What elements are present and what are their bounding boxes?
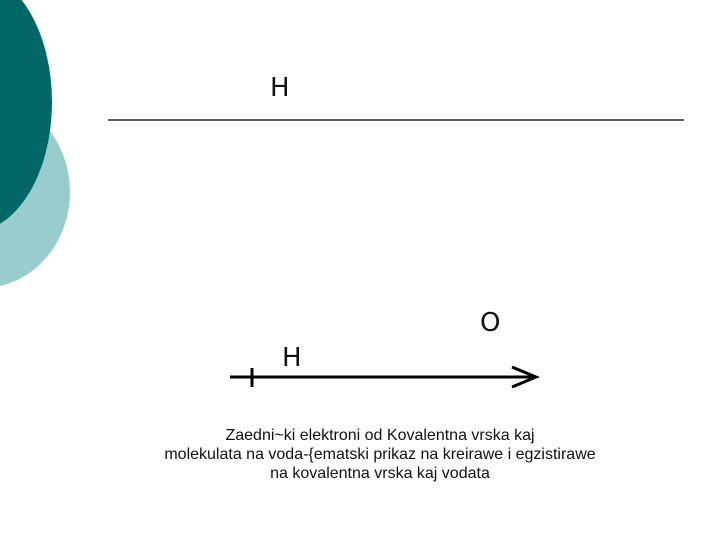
caption-line-3: na kovalentna vrska kaj vodata: [270, 465, 490, 482]
caption-line-2: molekulata na voda-{ematski prikaz na kreirawe i egzistirawe: [164, 446, 596, 463]
diagram-caption: [110, 426, 650, 483]
caption-line-1: Zaedni~ki elektroni od Kovalentna vrska kaj: [225, 427, 535, 444]
atom-label-oxygen: O: [480, 308, 501, 338]
atom-label-hydrogen-bottom: H: [282, 343, 302, 373]
atom-label-hydrogen-top: H: [270, 73, 290, 103]
